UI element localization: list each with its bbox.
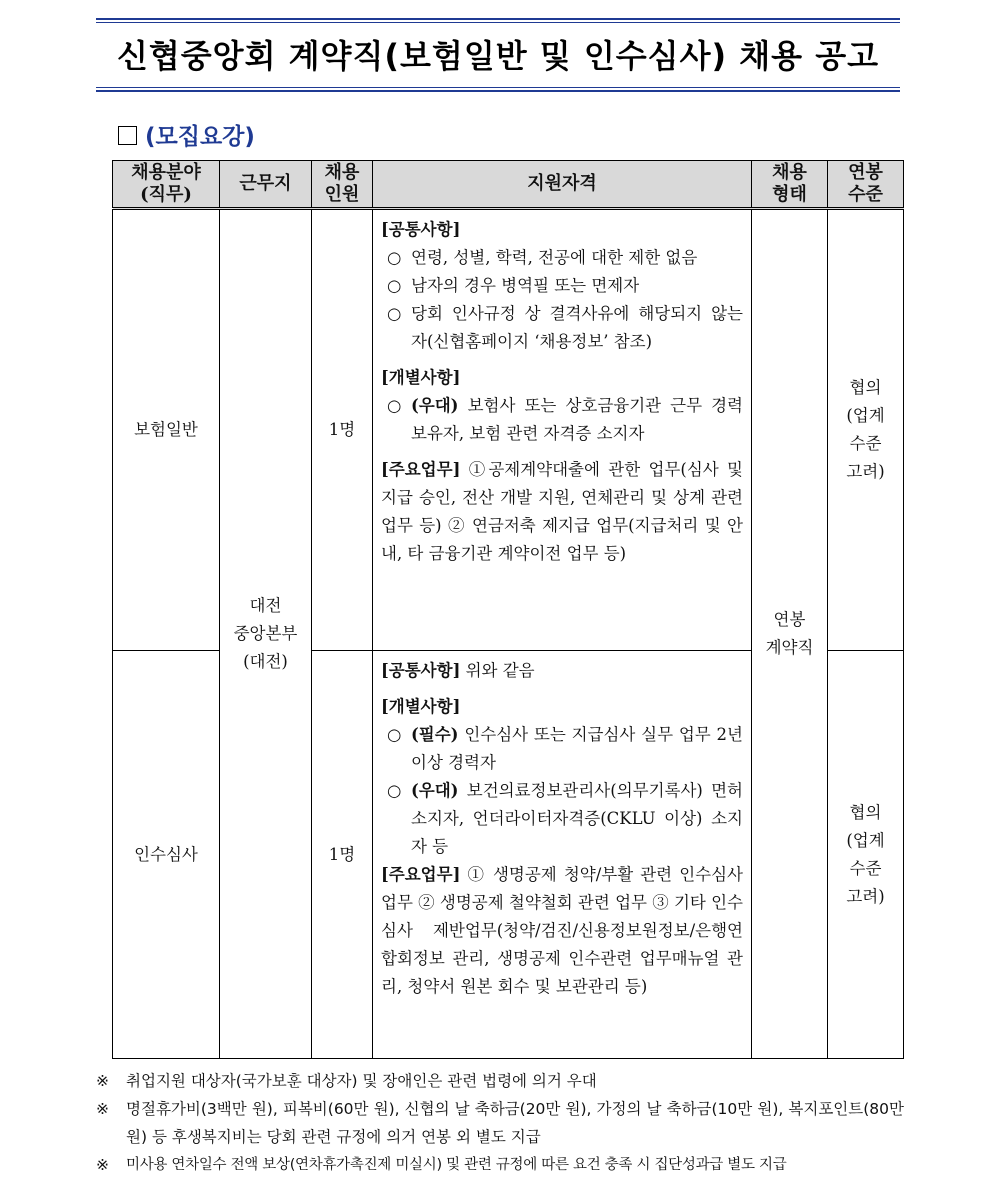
employment-type: 연봉 계약직: [752, 209, 828, 1059]
header-field: 채용분야 (직무): [113, 161, 220, 209]
footnote: ※ 명절휴가비(3백만 원), 피복비(60만 원), 신협의 날 축하금(20만 원), 가정의 날 축하금(10만 원), 복지포인트(80만 원) 등 후생복지비는 당회 관련 규정에 의거 연봉 외 별도 지급: [96, 1100, 904, 1146]
section-heading: [118, 118, 255, 151]
list-item: ○ (우대) 보험사 또는 상호금융기관 근무 경력 보유자, 보험 관련 자격증 소지자: [387, 396, 743, 443]
title-banner: [96, 18, 900, 92]
field-insurance: 보험일반: [113, 209, 220, 651]
list-item: ○ 남자의 경우 병역필 또는 면제자: [387, 276, 640, 295]
title-rule-bottom: [96, 90, 900, 92]
title-rule-top: [96, 18, 900, 20]
list-item: ○ 연령, 성별, 학력, 전공에 대한 제한 없음: [387, 248, 698, 267]
section-label: (모집요강): [145, 124, 255, 150]
checkbox-square-icon: [118, 126, 137, 145]
list-item: ○ (필수) 인수심사 또는 지급심사 실무 업무 2년 이상 경력자: [387, 725, 743, 772]
salary-underwriting: 협의 (업계 수준 고려): [828, 651, 904, 1059]
field-underwriting: 인수심사: [113, 651, 220, 1059]
header-count: 채용 인원: [312, 161, 373, 209]
header-salary: 연봉 수준: [828, 161, 904, 209]
page-title: 신협중앙회 계약직(보험일반 및 인수심사) 채용 공고: [116, 37, 880, 75]
footnote: ※ 미사용 연차일수 전액 보상(연차휴가촉진제 미실시) 및 관련 규정에 따른 요건 충족 시 집단성과급 별도 지급: [96, 1156, 787, 1174]
work-location: 대전 중앙본부 (대전): [220, 209, 312, 1059]
footnotes: [96, 1067, 904, 1179]
header-location: 근무지: [220, 161, 312, 209]
qualification-underwriting: [공통사항] 위와 같음 [개별사항] ○ (필수) 인수심사 또는 지급심사 실무 업무 2년 이상 경력자 ○ (우대) 보건의료정보관리사(의무기록사) 면허 소지자, 언더라이터자격증(CKLU 이상) 소지자 등 [주요업무] ① 생명공제 청약/부활 관련 인수심사 업무 ② 생명공제 철약철회 관련 업무 ③ 기타 인수심사 제반업무(청약/검진/신용정보원정보/은행연합회정보 관리, 생명공제 인수관련 업무매뉴얼 관리, 청약서 원본 회수 및 보관관리 등): [373, 651, 752, 1059]
table-row-insurance: [113, 209, 904, 651]
title-rule-bottom-thin: [96, 87, 900, 88]
count-underwriting: 1명: [312, 651, 373, 1059]
footnote: ※ 취업지원 대상자(국가보훈 대상자) 및 장애인은 관련 법령에 의거 우대: [96, 1072, 597, 1090]
count-insurance: 1명: [312, 209, 373, 651]
recruitment-table: [112, 160, 904, 1059]
table-header-row: [113, 161, 904, 209]
list-item: ○ (우대) 보건의료정보관리사(의무기록사) 면허 소지자, 언더라이터자격증(CKLU 이상) 소지자 등: [387, 781, 743, 856]
list-item: ○ 당회 인사규정 상 결격사유에 해당되지 않는 자(신협홈페이지 ‘채용정보’ 참조): [387, 304, 743, 351]
header-qualification: 지원자격: [373, 161, 752, 209]
salary-insurance: 협의 (업계 수준 고려): [828, 209, 904, 651]
header-employment-type: 채용 형태: [752, 161, 828, 209]
qualification-insurance: [공통사항] ○ 연령, 성별, 학력, 전공에 대한 제한 없음 ○ 남자의 경우 병역필 또는 면제자 ○ 당회 인사규정 상 결격사유에 해당되지 않는 자(신협홈페이지 ‘채용정보’ 참조) [개별사항] ○ (우대) 보험사 또는 상호금융기관 근무 경력 보유자, 보험 관련 자격증 소지자 [주요업무] ①공제계약대출에 관한 업무(심사 및 지급 승인, 전산 개발 지원, 연체관리 및 상계 관련 업무 등) ② 연금저축 제지급 업무(지급처리 및 안내, 타 금융기관 계약이전 업무 등): [373, 209, 752, 651]
